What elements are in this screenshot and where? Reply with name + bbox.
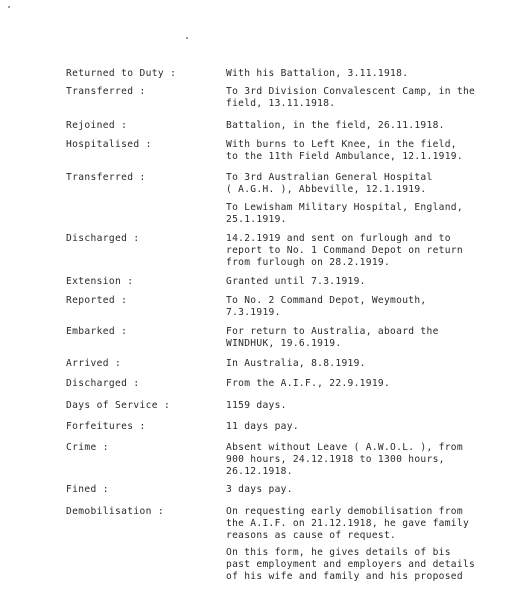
entry-label: Embarked : — [66, 326, 128, 337]
entry-value — [226, 276, 498, 288]
entry-value-line: On requesting early demobilisation from — [226, 506, 463, 517]
entry-value-line: from furlough on 28.2.1919. — [226, 257, 391, 268]
entry-label: Hospitalised : — [66, 139, 152, 150]
entry-value-line: For return to Australia, aboard the — [226, 326, 439, 337]
entry-value-line: To Lewisham Military Hospital, England, — [226, 202, 463, 213]
entry-value — [226, 295, 498, 319]
entry-value-line: the A.I.F. on 21.12.1918, he gave family — [226, 518, 470, 529]
entry-value — [226, 378, 498, 390]
entry-label: Returned to Duty : — [66, 68, 177, 79]
entry-value-line: past employment and employers and details — [226, 559, 476, 570]
entry-value — [226, 86, 498, 110]
entry-value — [226, 68, 498, 80]
entry-label: Discharged : — [66, 233, 140, 244]
entry-value-line: Absent without Leave ( A.W.O.L. ), from — [226, 442, 463, 453]
entry-value — [226, 400, 498, 412]
entry-label: Extension : — [66, 276, 134, 287]
entry-value — [226, 233, 498, 269]
entry-value-line: report to No. 1 Command Depot on return — [226, 245, 463, 256]
entry-value-line: Battalion, in the field, 26.11.1918. — [226, 120, 445, 131]
entry-label: Crime : — [66, 442, 109, 453]
entry-value-line: With his Battalion, 3.11.1918. — [226, 68, 409, 79]
entry-value-line: 7.3.1919. — [226, 307, 281, 318]
entry-value-line: reasons as cause of request. — [226, 530, 397, 541]
entry-value-line: 1159 days. — [226, 400, 287, 411]
entry-value — [226, 547, 498, 583]
entry-value-line: 26.12.1918. — [226, 466, 293, 477]
entry-value-line: 11 days pay. — [226, 421, 299, 432]
entry-value-line: To No. 2 Command Depot, Weymouth, — [226, 295, 427, 306]
entry-value — [226, 202, 498, 226]
scan-mark — [8, 6, 10, 8]
entry-value-line: 25.1.1919. — [226, 214, 287, 225]
entry-label: Rejoined : — [66, 120, 128, 131]
entry-value-line: To 3rd Australian General Hospital — [226, 172, 433, 183]
entry-label: Transferred : — [66, 86, 146, 97]
entry-label: Arrived : — [66, 358, 122, 369]
entry-label: Reported : — [66, 295, 128, 306]
entry-label: Demobilisation : — [66, 506, 165, 517]
entry-value — [226, 326, 498, 350]
entry-value-line: WINDHUK, 19.6.1919. — [226, 338, 342, 349]
entry-value-line: 3 days pay. — [226, 484, 293, 495]
entry-value — [226, 172, 498, 196]
entry-value-line: field, 13.11.1918. — [226, 98, 336, 109]
entry-value — [226, 139, 498, 163]
entry-value — [226, 120, 498, 132]
entry-value — [226, 421, 498, 433]
entry-value-line: With burns to Left Knee, in the field, — [226, 139, 457, 150]
entry-value — [226, 358, 498, 370]
entry-label: Fined : — [66, 484, 109, 495]
scan-speck — [186, 37, 188, 39]
entry-value-line: Granted until 7.3.1919. — [226, 276, 366, 287]
entry-value-line: To 3rd Division Convalescent Camp, in the — [226, 86, 476, 97]
entry-label: Transferred : — [66, 172, 146, 183]
entry-value-line: In Australia, 8.8.1919. — [226, 358, 366, 369]
entry-value-line: to the 11th Field Ambulance, 12.1.1919. — [226, 151, 463, 162]
entry-value-line: 14.2.1919 and sent on furlough and to — [226, 233, 451, 244]
entry-value-line: ( A.G.H. ), Abbeville, 12.1.1919. — [226, 184, 427, 195]
entry-value-line: 900 hours, 24.12.1918 to 1300 hours, — [226, 454, 445, 465]
entry-value — [226, 442, 498, 478]
entry-value-line: On this form, he gives details of bis — [226, 547, 451, 558]
entry-value — [226, 506, 498, 542]
entry-label: Discharged : — [66, 378, 140, 389]
entry-value — [226, 484, 498, 496]
entry-value-line: of his wife and family and his proposed — [226, 571, 463, 582]
entry-label: Forfeitures : — [66, 421, 146, 432]
entry-label: Days of Service : — [66, 400, 171, 411]
entry-value-line: From the A.I.F., 22.9.1919. — [226, 378, 391, 389]
